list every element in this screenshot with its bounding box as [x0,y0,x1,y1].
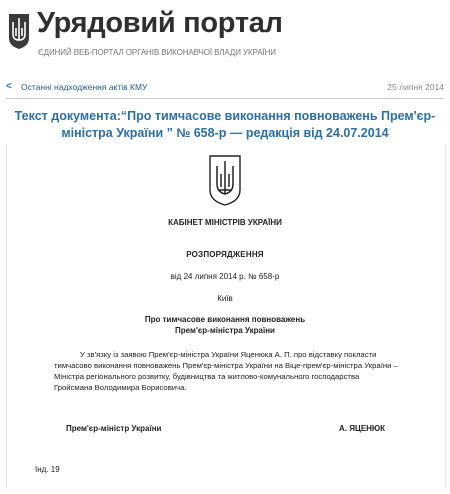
issuer-name: КАБІНЕТ МІНІСТРІВ УКРАЇНИ [168,218,282,227]
body-line: тимчасово виконання повноважень Прем'єр-міністра України на Віце-прем'єр-міністра України – [54,361,398,370]
document-body [54,349,423,393]
document-city: Київ [217,294,233,303]
body-line: Міністра регіонального розвитку, будівництва та житлово-комунального господарства [54,372,360,381]
document-title [0,108,450,142]
document-date-number: від 24 липня 2014 р. № 658-р [170,272,280,281]
signature-title: Прем'єр-міністр України [66,424,162,433]
document-title-line-1: Текст документа:“Про тимчасове виконання повноважень Прем'єр- [14,109,436,123]
body-line: У зв'язку із заявою Прем'єр-міністра України Яценюка А. П. про відставку покласти [80,350,377,359]
trident-emblem-icon[interactable] [7,12,31,50]
chevron-left-icon[interactable]: < [6,81,12,92]
signature-name: А. ЯЦЕНЮК [339,424,386,433]
latest-acts-link[interactable]: Останні надходження актів КМУ [21,82,148,92]
document-type: РОЗПОРЯДЖЕННЯ [186,250,264,259]
breadcrumb-bar [6,78,444,99]
nav-date: 25 липня 2014 [387,82,444,92]
document-title-line-2: міністра України ” № 658-р — редакція від 24.07.2014 [61,126,389,140]
coat-of-arms-icon [208,154,242,206]
portal-subtitle: ЄДИНИЙ ВЕБ-ПОРТАЛ ОРГАНІВ ВИКОНАВЧОЇ ВЛАДИ УКРАЇНИ [38,48,276,57]
document-subject-line-1: Про тимчасове виконання повноважень [144,315,306,324]
document-subject-line-2: Прем'єр-міністра України [175,326,275,335]
body-line: Гройсмана Володимира Борисовича. [54,383,187,392]
portal-title[interactable]: Урядовий портал [37,7,283,39]
portal-header [0,0,450,68]
document-index: Інд. 19 [35,465,60,474]
